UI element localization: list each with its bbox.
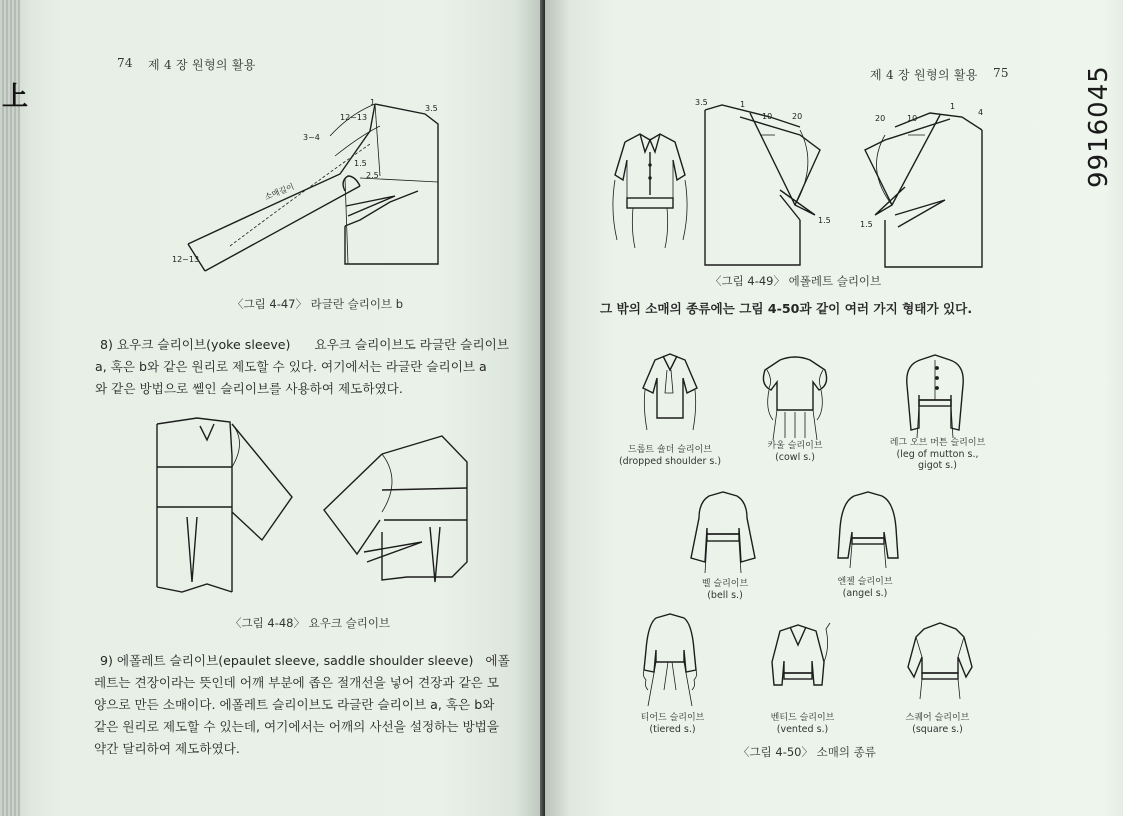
leg-of-mutton-en: (leg of mutton s., [896,449,979,460]
label-dropped-shoulder [605,445,735,467]
running-head: 제 4 장 원형의 활용 [148,58,256,72]
cowl-kr: 카울 슬리이브 [767,441,823,451]
label-tiered [630,713,715,735]
bell-sketch [683,488,763,578]
tiered-en: (tiered s.) [649,724,696,735]
label-20-a: 20 [792,112,803,121]
running-head-right: 제 4 장 원형의 활용 [870,68,978,82]
label-1-5: 1.5 [354,159,367,168]
figure-4-49-epaulet-pattern [695,95,990,270]
label-leg-of-mutton [870,438,1005,471]
bell-en: (bell s.) [707,590,743,601]
cowl-sketch [755,350,835,440]
page-number: 74 [117,56,133,70]
dropped-shoulder-kr: 드롭트 숄더 슬리이브 [628,445,712,455]
sleeve-types-intro: 그 밖의 소매의 종류에는 그림 4-50과 같이 여러 가지 형태가 있다. [600,301,973,316]
label-1-b: 1 [950,102,956,111]
section-8 [95,334,530,400]
angel-kr: 엔젤 슬리이브 [837,577,893,587]
cowl-en: (cowl s.) [775,452,815,463]
section-9-line-1: 레트는 견장이라는 뜻인데 어깨 부분에 좁은 절개선을 넣어 견장과 같은 모 [94,675,499,690]
label-12-13-top: 12~13 [340,113,368,122]
section-8-heading: 8) 요우크 슬리이브(yoke sleeve) [100,337,291,352]
label-square [895,713,980,735]
tiered-kr: 티어드 슬리이브 [640,713,705,723]
label-12-13-cuff: 12~13 [172,255,200,264]
vented-sketch [758,617,838,707]
page-number-right: 75 [993,66,1009,80]
square-sketch [900,617,980,707]
square-kr: 스퀘어 슬리이브 [905,713,970,723]
section-8-line-1: 요우크 슬리이브도 라글란 슬리이브 [314,337,509,352]
figure-4-47-caption: 〈그림 4-47〉 라글란 슬리이브 b [232,297,404,311]
edge-mark: 上 [2,82,29,112]
section-8-line-3: 와 같은 방법으로 쎌인 슬리이브를 사용하여 제도하였다. [95,381,403,396]
bell-kr: 벨 슬리이브 [701,579,749,589]
label-vented [760,713,845,735]
label-3-4: 3~4 [303,133,320,142]
vented-en: (vented s.) [776,724,829,735]
vented-kr: 벤티드 슬리이브 [770,713,835,723]
label-2-5: 2.5 [366,171,379,180]
leg-of-mutton-sketch [895,350,975,440]
figure-4-49-garment-sketch [605,120,695,250]
section-9-line-2: 양으로 만든 소매이다. 에폴레트 슬리이브도 라글란 슬리이브 a, 혹은 b와 [94,697,495,712]
label-1: 1 [370,98,376,107]
section-9 [94,650,532,760]
leg-of-mutton-en2: gigot s.) [918,460,957,471]
label-angel [820,577,910,599]
section-8-line-2: a, 혹은 b와 같은 원리로 제도할 수 있다. 여기에서는 라글란 슬리이브 a [95,359,487,374]
dropped-shoulder-sketch [635,348,705,438]
dropped-shoulder-en: (dropped shoulder s.) [618,456,722,467]
label-1-5-a: 1.5 [818,216,831,225]
label-20-b: 20 [875,114,886,123]
label-1-a: 1 [740,100,746,109]
leg-of-mutton-kr: 레그 오브 머튼 슬리이브 [889,438,986,448]
angel-sketch [828,488,908,578]
section-9-line-3: 같은 원리로 제도할 수 있는데, 여기에서는 어깨의 사선을 설정하는 방법을 [94,719,499,734]
section-9-heading: 9) 에폴레트 슬리이브(epaulet sleeve, saddle shoulder sleeve) [100,653,474,668]
label-10-b: 10 [907,114,918,123]
label-cowl [740,441,850,463]
figure-4-50-caption: 〈그림 4-50〉 소매의 종류 [738,745,876,759]
section-9-line-4: 약간 달리하여 제도하였다. [94,741,240,756]
figure-4-48-yoke-pattern [152,412,482,602]
angel-en: (angel s.) [842,588,888,599]
tiered-sketch [630,610,710,710]
label-bell [685,579,765,601]
left-page [0,0,545,816]
label-sleeve-length: 소매길이 [263,181,296,202]
label-3-5: 3.5 [425,104,438,113]
section-9-lead: 에폴 [485,653,510,668]
label-1-5-b: 1.5 [860,220,873,229]
figure-4-47-raglan-pattern [170,96,470,281]
figure-4-49-caption: 〈그림 4-49〉 에폴레트 슬리이브 [710,274,882,288]
right-page [545,0,1123,816]
figure-4-48-caption: 〈그림 4-48〉 요우크 슬리이브 [230,616,391,630]
library-stamp: 9916045 [1084,65,1114,188]
label-4: 4 [978,108,984,117]
label-10-a: 10 [762,112,773,121]
page-edge [0,0,20,816]
label-3-5-r: 3.5 [695,98,708,107]
square-en: (square s.) [912,724,963,735]
